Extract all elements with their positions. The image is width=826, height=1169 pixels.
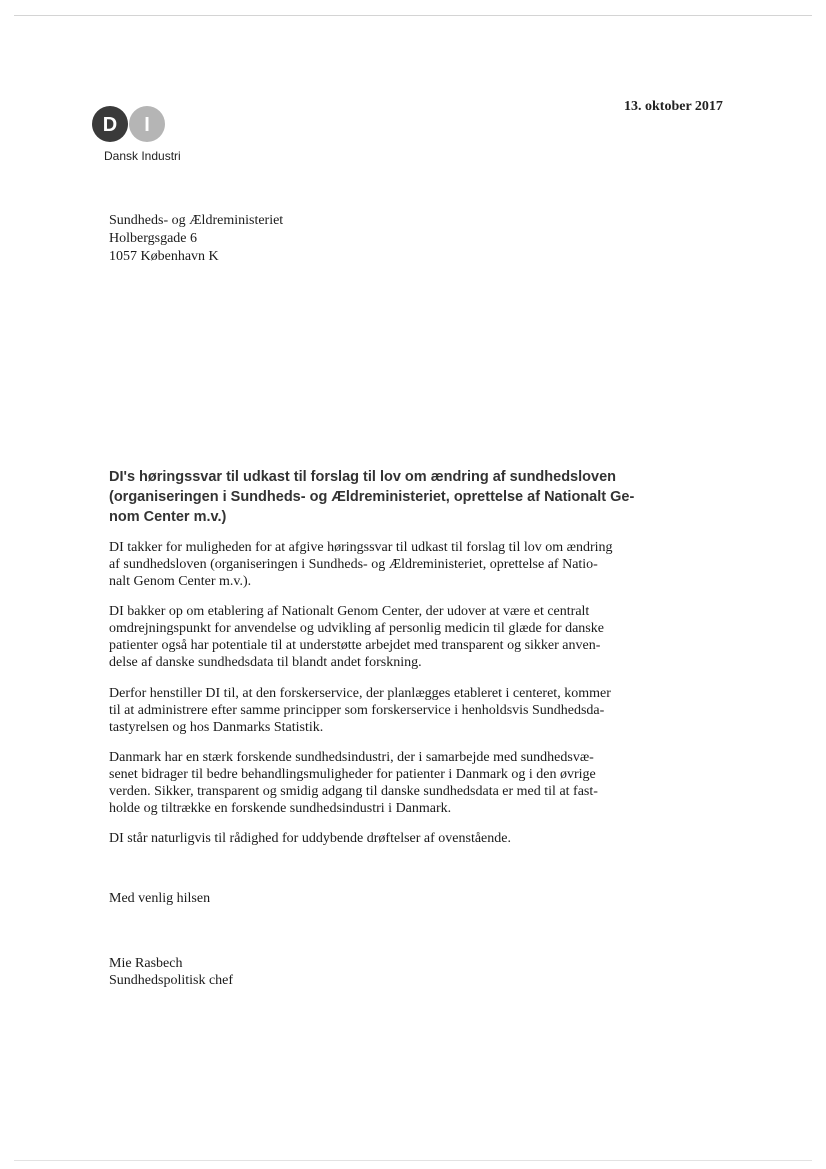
di-logo — [90, 104, 170, 144]
signature-block — [109, 955, 233, 989]
paragraph-line: omdrejningspunkt for anvendelse og udvikling af personlig medicin til glæde for danske — [109, 621, 604, 636]
closing-salutation: Med venlig hilsen — [109, 891, 211, 906]
paragraph-line: Derfor henstiller DI til, at den forskerservice, der planlægges etableret i centeret, kommer — [109, 686, 611, 701]
bottom-scan-edge — [14, 1160, 812, 1161]
paragraph-line: af sundhedsloven (organiseringen i Sundheds- og Ældreministeriet, oprettelse af Natio- — [109, 557, 598, 572]
paragraph-line: tastyrelsen og hos Danmarks Statistik. — [109, 720, 324, 735]
paragraph-line: til at administrere efter samme principper som forskerservice i henholdsvis Sundhedsda- — [109, 703, 605, 718]
paragraph-line: senet bidrager til bedre behandlingsmuligheder for patienter i Danmark og i den øvrige — [109, 767, 596, 782]
paragraph-line: Danmark har en stærk forskende sundhedsindustri, der i samarbejde med sundhedsvæ- — [109, 750, 594, 765]
paragraph-line: DI bakker op om etablering af Nationalt Genom Center, der udover at være et centralt — [109, 604, 590, 619]
top-scan-edge — [14, 15, 812, 16]
paragraph-line: delse af danske sundhedsdata til blandt andet forskning. — [109, 655, 422, 670]
letter-subject — [109, 467, 669, 527]
recipient-name: Sundheds- og Ældreministeriet — [109, 213, 284, 228]
paragraph-line: holde og tiltrække en forskende sundhedsindustri i Danmark. — [109, 801, 452, 816]
recipient-city: 1057 København K — [109, 249, 219, 264]
paragraph-line: DI takker for muligheden for at afgive høringssvar til udkast til forslag til lov om ændring — [109, 540, 613, 555]
logo-letter-i: I — [144, 114, 150, 136]
subject-line: nom Center m.v.) — [109, 509, 227, 525]
logo-letter-d: D — [102, 114, 118, 136]
paragraph-line: nalt Genom Center m.v.). — [109, 574, 252, 589]
body-paragraph-recommendation — [109, 685, 709, 736]
subject-line: (organiseringen i Sundheds- og Ældreministeriet, oprettelse af Nationalt Ge- — [109, 489, 635, 505]
letter-date: 13. oktober 2017 — [624, 99, 723, 114]
recipient-street: Holbergsgade 6 — [109, 231, 197, 246]
logo-caption: Dansk Industri — [104, 149, 181, 163]
recipient-address — [109, 212, 283, 266]
signer-title: Sundhedspolitisk chef — [109, 973, 234, 988]
body-paragraph-thanks — [109, 539, 709, 590]
signer-name: Mie Rasbech — [109, 956, 183, 971]
body-paragraph-support — [109, 603, 709, 671]
body-paragraph-availability — [109, 830, 709, 847]
paragraph-line: patienter også har potentiale til at understøtte arbejdet med transparent og sikker anven- — [109, 638, 601, 653]
paragraph-line: DI står naturligvis til rådighed for uddybende drøftelser af ovenstående. — [109, 831, 511, 846]
subject-line: DI's høringssvar til udkast til forslag til lov om ændring af sundhedsloven — [109, 469, 616, 485]
body-paragraph-industry — [109, 749, 709, 817]
paragraph-line: verden. Sikker, transparent og smidig adgang til danske sundhedsdata er med til at fast- — [109, 784, 598, 799]
